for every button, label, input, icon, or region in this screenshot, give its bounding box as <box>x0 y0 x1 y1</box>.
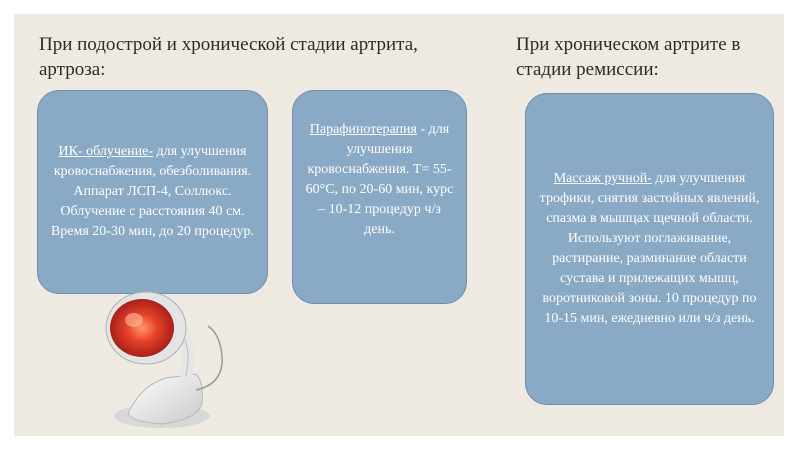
infrared-lamp-icon <box>100 286 230 431</box>
box-paraffin-lead: Парафинотерапия <box>309 122 417 137</box>
box-ik-content <box>48 142 257 242</box>
slide <box>14 14 784 436</box>
box-ik-text: для улучшения кровоснабжения, обезболивания. Аппарат ЛСП-4, Соллюкс. Облучение с расстояния 40 см. Время 20-30 мин, до 20 процедур. <box>50 144 255 239</box>
box-manual-massage <box>525 93 774 405</box>
box-ik-lead: ИК- облучение- <box>58 144 154 159</box>
heading-chronic-remission: При хроническом артрите в стадии ремиссии: <box>516 34 741 80</box>
box-massage-text: для улучшения трофики, снятия застойных явлений, спазма в мышцах щечной области. Используют поглаживание, растирание, разминание области сустава и прилежащих мышц, воротниковой зоны. 10 процедур по 10-15 мин, ежедневно или ч/з день. <box>539 171 760 326</box>
heading-subacute-chronic: При подострой и хронической стадии артрита, артроза: <box>39 34 418 80</box>
box-massage-content <box>536 169 763 329</box>
box-paraffin-therapy <box>292 90 467 304</box>
box-ik-irradiation <box>37 90 268 294</box>
box-massage-lead: Массаж ручной- <box>553 171 652 186</box>
box-paraffin-text: - для улучшения кровоснабжения. Т= 55-60°С, по 20-60 мин, курс – 10-12 процедур ч/з день. <box>305 122 454 237</box>
box-paraffin-content <box>303 120 456 240</box>
